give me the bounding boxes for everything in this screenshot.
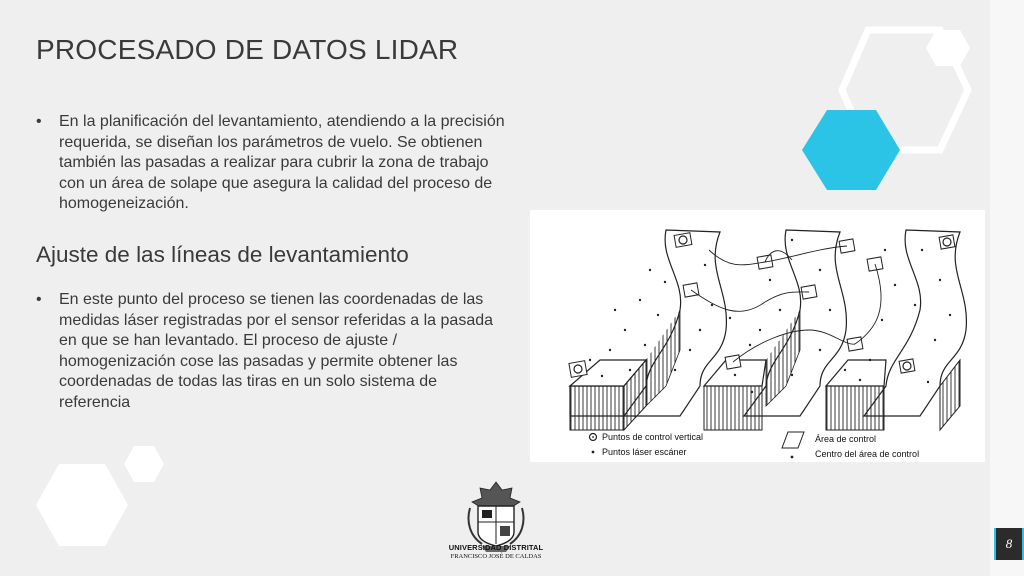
page-number: 8 (994, 528, 1024, 560)
bullet-paragraph-2 (36, 290, 506, 413)
bullet-marker: • (36, 291, 42, 308)
hexagon-large-white (36, 464, 128, 546)
right-strip (990, 0, 1024, 576)
decorative-hexagons-top (790, 0, 990, 200)
legend-control-area-center: Centro del área de control (815, 449, 920, 459)
control-areas (569, 233, 955, 378)
hexagon-small-white (124, 446, 164, 482)
lidar-strips-figure (530, 210, 985, 462)
bullet-paragraph-1 (36, 112, 506, 215)
lidar-strips-diagram (530, 210, 985, 462)
slide-title: PROCESADO DE DATOS LIDAR (36, 34, 459, 65)
university-name: UNIVERSIDAD DISTRITAL (448, 543, 544, 552)
university-crest-logo (452, 478, 540, 576)
bullet-marker: • (36, 113, 42, 130)
section-subheading: Ajuste de las líneas de levantamiento (36, 242, 409, 267)
bullet-text-1: En la planificación del levantamiento, atendiendo a la precisión requerida, se diseñan los parámetros de vuelo. Se obtienen también las pasadas a realizar para cubrir la zona de trabajo con un área de solape que asegura la calidad del proceso de homogeneización. (59, 113, 505, 212)
legend-vertical-control: Puntos de control vertical (602, 432, 704, 442)
hexagon-small (926, 30, 970, 66)
legend-laser-points: Puntos láser escáner (602, 447, 687, 457)
flight-strip-1 (570, 230, 726, 430)
university-subname: FRANCISCO JOSÉ DE CALDAS (450, 553, 542, 560)
figure-legend (590, 432, 920, 459)
decorative-hexagons-bottom (30, 440, 180, 576)
hexagon-cyan (802, 110, 900, 190)
legend-control-area: Área de control (815, 434, 877, 444)
flight-strip-3 (826, 230, 966, 430)
bullet-text-2: En este punto del proceso se tienen las coordenadas de las medidas láser registradas por el sensor referidas a la pasada en que se han levantado. El proceso de ajuste / homogenización cose las pasadas y permite obtener las coordenadas de todas las tiras en un solo sistema de referencia (59, 291, 494, 411)
